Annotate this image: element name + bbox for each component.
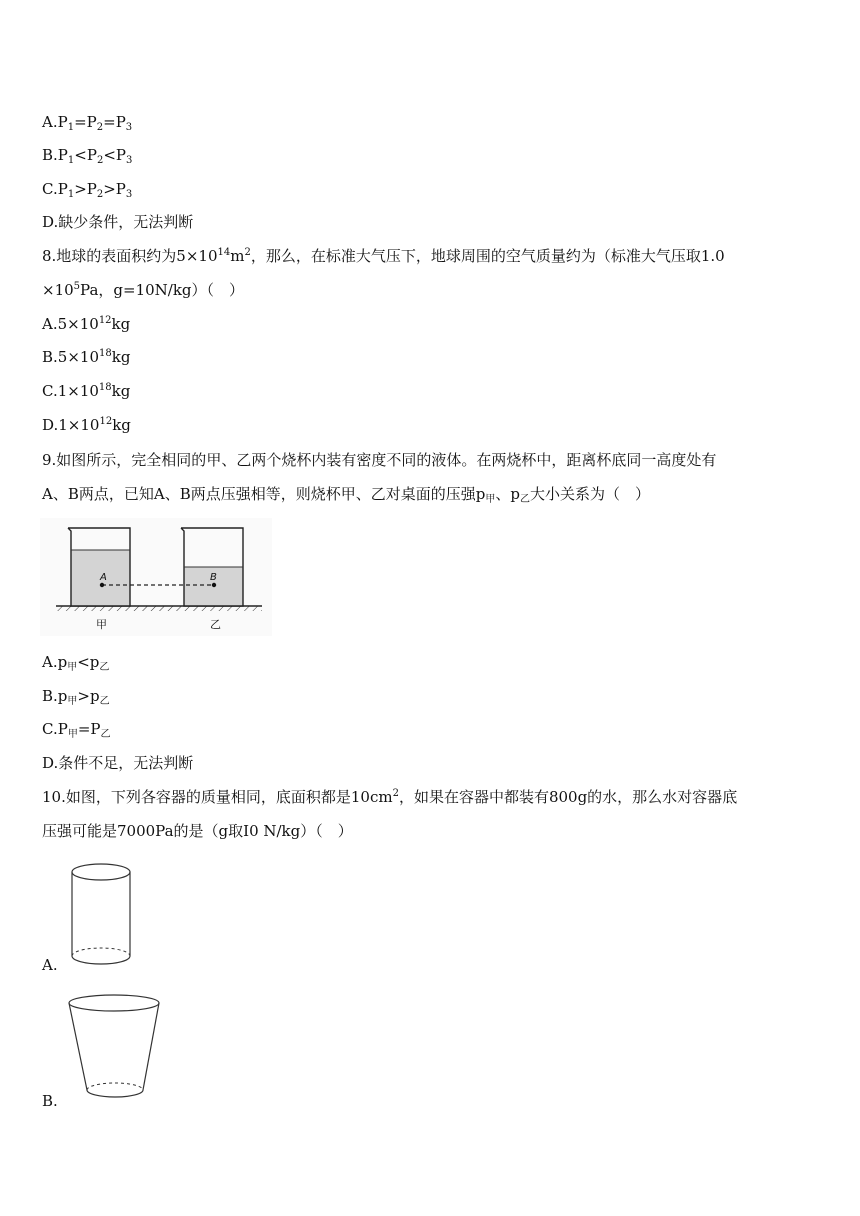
q8-stem-line1: 8.地球的表面积约为$5\times 10^{14}m^2$，那么，在标准大气压下，地球周围的空气质量约为（标准大气压取1.0 bbox=[42, 247, 725, 265]
q9-option-b: $B.p_甲>p_乙$ bbox=[42, 687, 110, 707]
point-b-label: B bbox=[210, 572, 217, 583]
beaker-label-yi: 乙 bbox=[210, 618, 221, 631]
q8-option-a: $A.5\times 10^{12}kg$ bbox=[42, 315, 131, 333]
point-a-label: A bbox=[100, 572, 107, 583]
point-b-dot bbox=[212, 583, 216, 587]
q8-stem-line2: $\times 10^5Pa$，g=10N/kg）（ ） bbox=[42, 281, 245, 299]
q9-stem-line2: A、B两点，已知A、B两点压强相等，则烧杯甲、乙对桌面的压强$p_甲$、$p_乙$大小关系为（ ） bbox=[42, 485, 650, 505]
q9-option-c: $C.P_甲=P_乙$ bbox=[42, 720, 111, 740]
q10-option-a-label: A. bbox=[42, 956, 58, 974]
q9-stem-line1: 9.如图所示，完全相同的甲、乙两个烧杯内装有密度不同的液体。在两烧杯中，距离杯底同一高度处有 bbox=[42, 451, 717, 469]
q8-option-c: $C.1\times 10^{18}kg$ bbox=[42, 382, 131, 400]
q9-option-a: $A.p_甲<p_乙$ bbox=[42, 653, 110, 673]
ground-hatch bbox=[56, 606, 262, 611]
q8-option-b: $B.5\times 10^{18}kg$ bbox=[42, 348, 131, 366]
q10-option-b-label: B. bbox=[42, 1092, 58, 1110]
point-a-dot bbox=[100, 583, 104, 587]
q10-stem-line1: 10.如图，下列各容器的质量相同，底面积都是$10cm^2$，如果在容器中都装有800g的水，那么水对容器底 bbox=[42, 788, 738, 806]
q9-option-d: D.条件不足，无法判断 bbox=[42, 754, 194, 772]
beaker-label-jia: 甲 bbox=[96, 618, 107, 631]
q8-option-d: $D.1\times 10^{12}kg$ bbox=[42, 416, 131, 434]
q10-stem-line2: 压强可能是7000Pa的是（g取I0 N/kg）（ ） bbox=[42, 822, 353, 840]
q7-option-a: $A.P_1=P_2=P_3$ bbox=[42, 113, 133, 133]
q10-container-b-cup bbox=[63, 990, 165, 1106]
q9-beakers-figure bbox=[40, 518, 272, 636]
q10-container-a-cylinder bbox=[65, 858, 137, 972]
q7-option-c: $C.P_1>P_2>P_3$ bbox=[42, 180, 133, 200]
q7-option-b: $B.P_1<P_2<P_3$ bbox=[42, 146, 133, 166]
q7-option-d: D.缺少条件，无法判断 bbox=[42, 213, 194, 231]
